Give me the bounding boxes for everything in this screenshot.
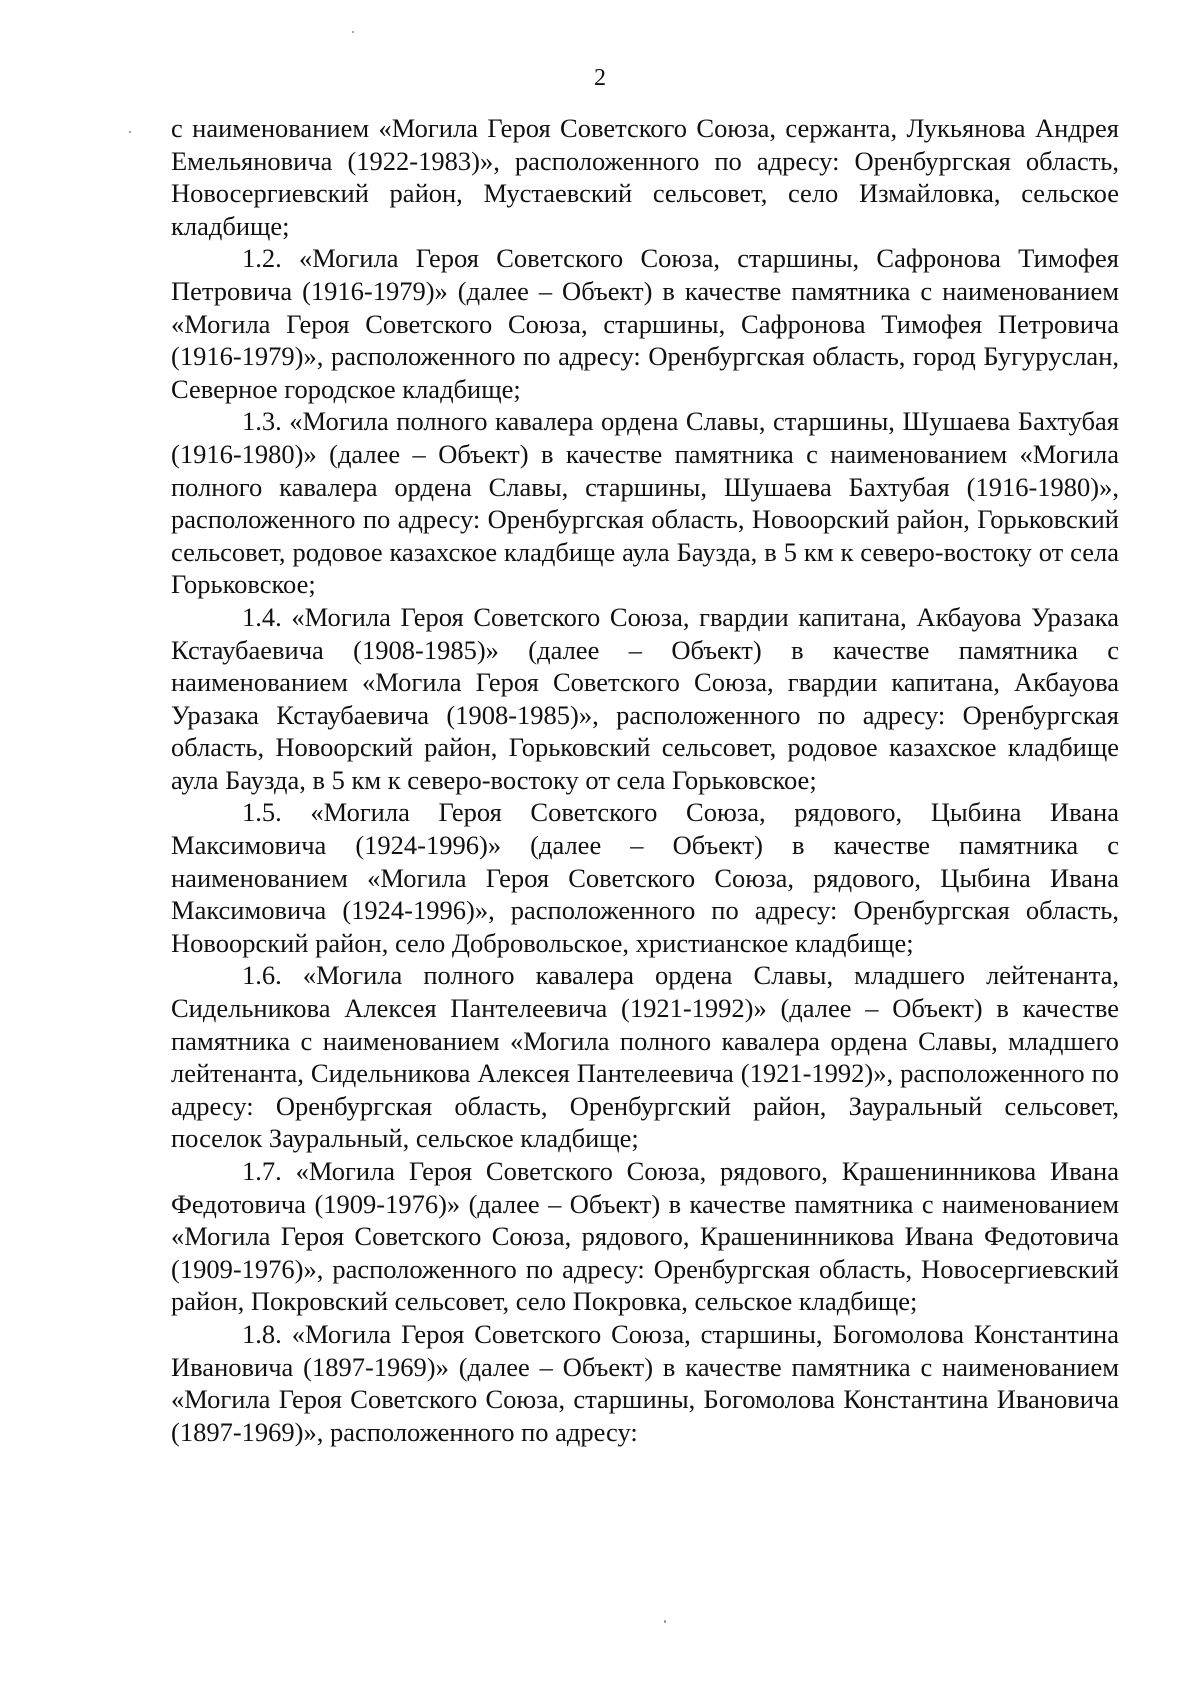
paragraph-item-1-8: 1.8. «Могила Героя Советского Союза, старшины, Богомолова Константина Ивановича (1897-1969)» (далее – Объект) в качестве памятника с наименованием «Могила Героя Советского Союза, старшины, Богомолова Константина Ивановича (1897-1969)», расположенного по адресу: <box>171 1318 1119 1447</box>
paragraph-item-1-6: 1.6. «Могила полного кавалера ордена Славы, младшего лейтенанта, Сидельникова Алексея Пантелеевича (1921-1992)» (далее – Объект) в качестве памятника с наименованием «Могила полного кавалера ордена Славы, младшего лейтенанта, Сидельникова Алексея Пантелеевича (1921-1992)», расположенного по адресу: Оренбургская область, Оренбургский район, Зауральный сельсовет, поселок Зауральный, сельское кладбище; <box>171 960 1119 1154</box>
paragraph-item-1-7: 1.7. «Могила Героя Советского Союза, рядового, Крашенинникова Ивана Федотовича (1909-1976)» (далее – Объект) в качестве памятника с наименованием «Могила Героя Советского Союза, рядового, Крашенинникова Ивана Федотовича (1909-1976)», расположенного по адресу: Оренбургская область, Новосергиевский район, Покровский сельсовет, село Покровка, сельское кладбище; <box>171 1156 1119 1317</box>
paragraph-item-1-2: 1.2. «Могила Героя Советского Союза, старшины, Сафронова Тимофея Петровича (1916-1979)» (далее – Объект) в качестве памятника с наименованием «Могила Героя Советского Союза, старшины, Сафронова Тимофея Петровича (1916-1979)», расположенного по адресу: Оренбургская область, город Бугуруслан, Северное городское кладбище; <box>171 243 1119 404</box>
document-body <box>171 112 1119 1448</box>
scan-speck <box>129 131 131 133</box>
paragraph-continuation: с наименованием «Могила Героя Советского Союза, сержанта, Лукьянова Андрея Емельяновича (1922-1983)», расположенного по адресу: Оренбургская область, Новосергиевский район, Мустаевский сельсовет, село Измайловка, сельское кладбище; <box>171 113 1119 241</box>
scan-speck <box>352 31 354 33</box>
paragraph-item-1-5: 1.5. «Могила Героя Советского Союза, рядового, Цыбина Ивана Максимовича (1924-1996)» (далее – Объект) в качестве памятника с наименованием «Могила Героя Советского Союза, рядового, Цыбина Ивана Максимовича (1924-1996)», расположенного по адресу: Оренбургская область, Новоорский район, село Добровольское, христианское кладбище; <box>171 797 1119 958</box>
paragraph-item-1-3: 1.3. «Могила полного кавалера ордена Славы, старшины, Шушаева Бахтубая (1916-1980)» (далее – Объект) в качестве памятника с наименованием «Могила полного кавалера ордена Славы, старшины, Шушаева Бахтубая (1916-1980)», расположенного по адресу: Оренбургская область, Новоорский район, Горьковский сельсовет, родовое казахское кладбище аула Баузда, в 5 км к северо-востоку от села Горьковское; <box>171 406 1119 600</box>
paragraph-item-1-4: 1.4. «Могила Героя Советского Союза, гвардии капитана, Акбауова Уразака Кстаубаевича (1908-1985)» (далее – Объект) в качестве памятника с наименованием «Могила Героя Советского Союза, гвардии капитана, Акбауова Уразака Кстаубаевича (1908-1985)», расположенного по адресу: Оренбургская область, Новоорский район, Горьковский сельсовет, родовое казахское кладбище аула Баузда, в 5 км к северо-востоку от села Горьковское; <box>171 601 1119 795</box>
scan-speck <box>664 1620 666 1623</box>
page-number: 2 <box>594 65 606 91</box>
